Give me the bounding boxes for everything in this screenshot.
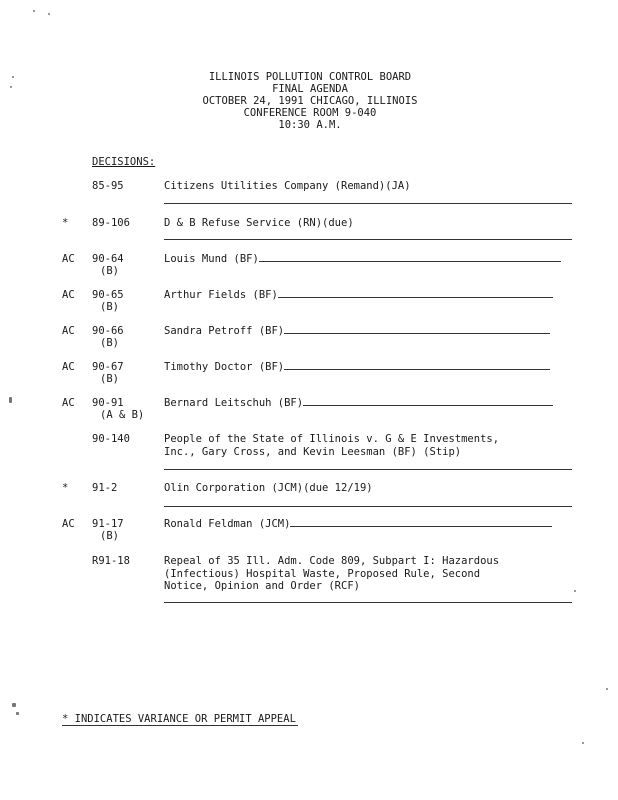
scan-speck [9,397,12,403]
agenda-header [140,71,480,131]
scan-speck [33,10,35,12]
case-number: 89-106 [92,217,130,229]
footnote [62,713,298,725]
header-time: 10:30 A.M. [278,119,342,131]
case-subcode: (B) [100,337,119,349]
case-number: 85-95 [92,180,124,192]
signature-line [290,526,552,527]
scan-speck [582,742,584,744]
signature-line [284,333,550,334]
signature-line [164,203,572,204]
case-subcode: (B) [100,301,119,313]
case-description: Ronald Feldman (JCM) [164,518,291,530]
signature-line [164,469,572,470]
item-mark: AC [62,325,75,337]
case-description: Arthur Fields (BF) [164,289,278,301]
item-mark: AC [62,518,75,530]
item-mark: AC [62,253,75,265]
signature-line [259,261,561,262]
case-description-line: Inc., Gary Cross, and Kevin Leesman (BF) (Stip) [164,445,462,458]
case-number: R91-18 [92,555,130,567]
case-description-line: Notice, Opinion and Order (RCF) [164,580,360,592]
item-mark: AC [62,397,75,409]
scan-speck [574,590,576,592]
scan-speck [16,712,19,715]
case-number: 90-140 [92,433,130,445]
case-description: Timothy Doctor (BF) [164,361,285,373]
case-number: 90-67 [92,361,124,373]
case-number: 90-66 [92,325,124,337]
footnote-text: * INDICATES VARIANCE OR PERMIT APPEAL [62,713,296,725]
case-subcode: (A & B) [100,409,145,421]
signature-line [284,369,550,370]
case-description: D & B Refuse Service (RN)(due) [164,217,354,229]
header-room: CONFERENCE ROOM 9-040 [243,107,377,119]
case-description: Louis Mund (BF) [164,253,259,265]
header-document-type: FINAL AGENDA [272,83,348,95]
case-description: Citizens Utilities Company (Remand)(JA) [164,180,411,192]
section-title-decisions: DECISIONS: [92,156,156,168]
case-subcode: (B) [100,373,119,385]
case-description-line: People of the State of Illinois v. G & E Investments, [164,433,500,445]
scan-speck [48,13,50,15]
header-board-name: ILLINOIS POLLUTION CONTROL BOARD [208,71,412,83]
item-mark: AC [62,361,75,373]
case-description: Sandra Petroff (BF) [164,325,285,337]
case-number: 90-65 [92,289,124,301]
scan-speck [606,688,608,690]
scan-speck [12,76,14,78]
signature-line [303,405,553,406]
case-number: 90-91 [92,397,124,409]
item-mark: * [62,217,69,229]
case-description: Olin Corporation (JCM)(due 12/19) [164,482,373,494]
scan-speck [10,86,12,88]
signature-line [164,506,572,507]
case-subcode: (B) [100,530,119,542]
signature-line [164,239,572,240]
case-description-line: (Infectious) Hospital Waste, Proposed Rule, Second [164,567,481,580]
signature-line [164,602,572,603]
case-description: Bernard Leitschuh (BF) [164,397,304,409]
scan-speck [12,703,16,707]
case-description-line: Repeal of 35 Ill. Adm. Code 809, Subpart I: Hazardous [164,555,500,567]
case-number: 91-17 [92,518,124,530]
case-number: 90-64 [92,253,124,265]
header-date-location: OCTOBER 24, 1991 CHICAGO, ILLINOIS [202,95,418,107]
case-subcode: (B) [100,265,119,277]
item-mark: AC [62,289,75,301]
item-mark: * [62,482,69,494]
case-number: 91-2 [92,482,118,494]
signature-line [278,297,553,298]
